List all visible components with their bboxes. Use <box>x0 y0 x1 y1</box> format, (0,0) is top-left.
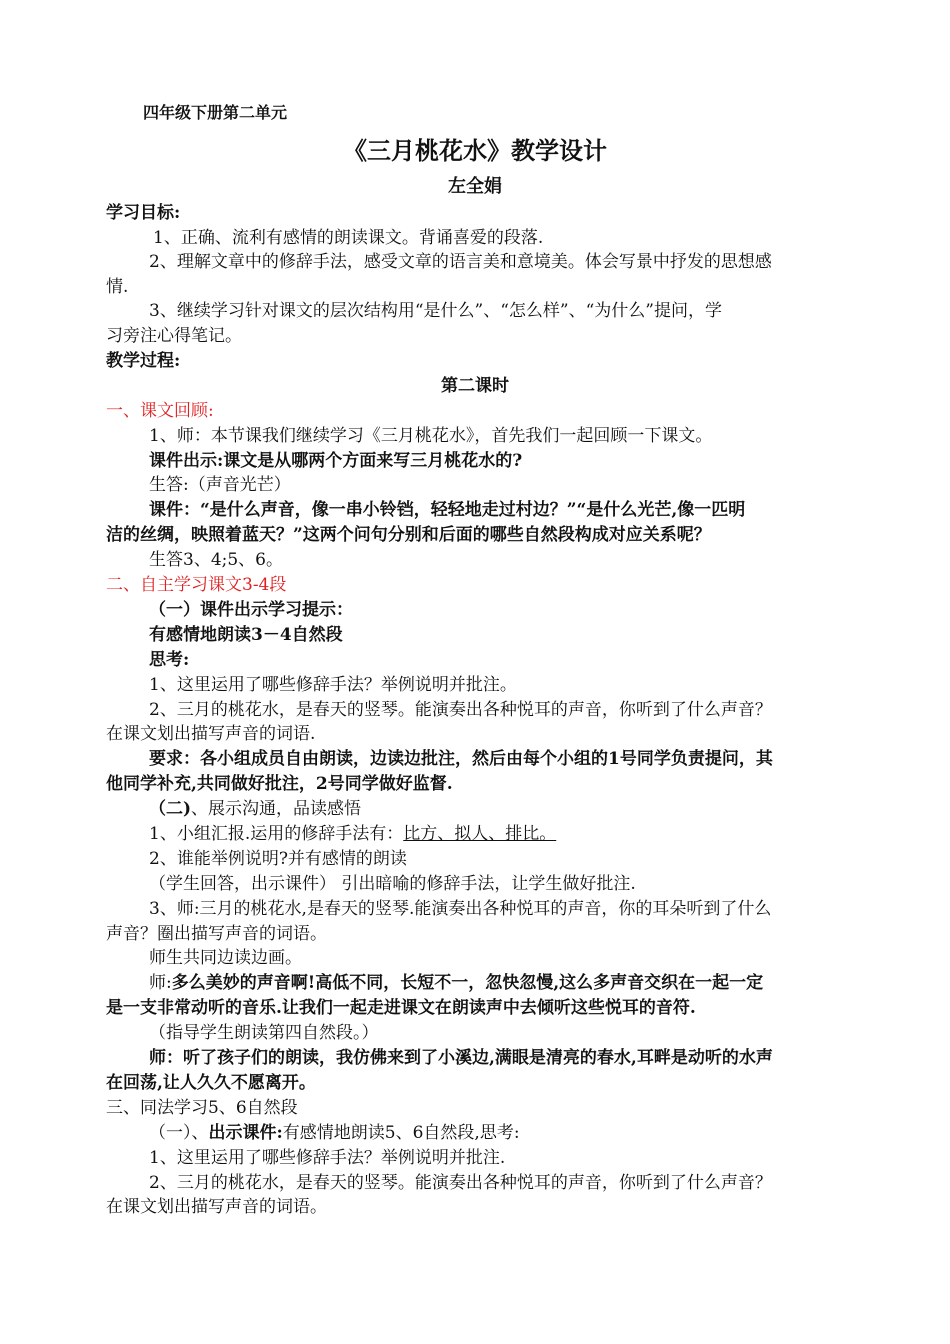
author-name: 左全娟 <box>448 176 502 197</box>
objective-3-line-1: 3、继续学习针对课文的层次结构用“是什么”、“怎么样”、“为什么”提问，学 <box>149 301 722 321</box>
section-1-line: 生答:（声音光芒） <box>149 475 291 495</box>
section-1-line: 课件：“是什么声音，像一串小铃铛，轻轻地走过村边？”“是什么光芒,像一匹明 <box>149 500 746 520</box>
section-2-line: （一）课件出示学习提示： <box>149 600 353 620</box>
section-2-subheading <box>149 797 361 821</box>
subheading-label: （二) <box>149 799 192 819</box>
section-3-heading: 三、同法学习5、6自然段 <box>106 1098 298 1118</box>
section-2-line <box>149 822 556 846</box>
objective-3-line-2: 习旁注心得笔记。 <box>106 326 242 346</box>
objectives-heading: 学习目标: <box>106 203 181 223</box>
section-1-line: 生答3、4;5、6。 <box>149 550 283 570</box>
lesson-label: 第二课时 <box>441 376 509 396</box>
section-1-line: 1、师：本节课我们继续学习《三月桃花水》，首先我们一起回顾一下课文。 <box>149 426 713 446</box>
section-2-heading: 二、自主学习课文3-4段 <box>106 575 287 595</box>
section-1-heading: 一、课文回顾: <box>106 401 214 421</box>
subheading-text: 、展示沟通，品读感悟 <box>191 799 362 819</box>
section-2-line: 1、这里运用了哪些修辞手法？举例说明并批注。 <box>149 675 517 695</box>
objective-1: 1、正确、流利有感情的朗读课文。背诵喜爱的段落. <box>153 228 544 248</box>
document-title: 《三月桃花水》教学设计 <box>343 136 607 165</box>
unit-label: 四年级下册第二单元 <box>143 103 288 122</box>
report-text: 1、小组汇报.运用的修辞手法有： <box>149 824 404 844</box>
section-2-line: （指导学生朗读第四自然段。） <box>149 1023 379 1043</box>
section-2-line: 2、三月的桃花水，是春天的竖琴。能演奏出各种悦耳的声音，你听到了什么声音？ <box>149 700 772 720</box>
section-2-line: 在课文划出描写声音的词语. <box>106 724 316 744</box>
section-2-line: （学生回答，出示课件） 引出暗喻的修辞手法，让学生做好批注. <box>149 874 636 894</box>
section-3-line: 2、三月的桃花水，是春天的竖琴。能演奏出各种悦耳的声音，你听到了什么声音？ <box>149 1173 772 1193</box>
section-3-line: 1、这里运用了哪些修辞手法？举例说明并批注. <box>149 1148 506 1168</box>
objective-2-line-1: 2、理解文章中的修辞手法，感受文章的语言美和意境美。体会写景中抒发的思想感 <box>149 252 772 272</box>
section-2-line: 师生共同边读边画。 <box>149 948 302 968</box>
section-2-line: 声音？圈出描写声音的词语。 <box>106 924 327 944</box>
teacher-speech: 多么美妙的声音啊!高低不同，长短不一，忽快忽慢,这么多声音交织在一起一定 <box>171 973 764 993</box>
section-2-line: 他同学补充,共同做好批注，2号同学做好监督. <box>106 774 453 794</box>
instruction-text: 有感情地朗读5、6自然段,思考: <box>282 1123 520 1143</box>
section-2-line: 有感情地朗读3－4自然段 <box>149 625 343 645</box>
section-2-line: 在回荡,让人久久不愿离开。 <box>106 1073 316 1093</box>
section-3-line: 在课文划出描写声音的词语。 <box>106 1197 327 1217</box>
section-2-line: 思考: <box>149 650 190 670</box>
section-2-line: 是一支非常动听的音乐.让我们一起走进课文在朗读声中去倾听这些悦耳的音符. <box>106 998 696 1018</box>
section-2-line <box>149 971 763 995</box>
process-heading: 教学过程: <box>106 351 181 371</box>
section-3-line <box>149 1121 520 1145</box>
teacher-prefix: 师: <box>149 973 172 993</box>
objective-2-line-2: 情. <box>106 277 129 297</box>
courseware-label: 出示课件: <box>208 1123 283 1143</box>
subheading-label: （一）、 <box>149 1123 209 1143</box>
section-2-line: 师：听了孩子们的朗读，我仿佛来到了小溪边,满眼是清亮的春水,耳畔是动听的水声 <box>149 1048 773 1068</box>
section-1-line: 课件出示:课文是从哪两个方面来写三月桃花水的? <box>149 451 523 471</box>
section-2-line: 要求：各小组成员自由朗读，边读边批注，然后由每个小组的1号同学负责提问，其 <box>149 749 773 769</box>
rhetoric-list-underlined: 比方、拟人、排比。 <box>403 824 557 844</box>
section-2-line: 3、师:三月的桃花水,是春天的竖琴.能演奏出各种悦耳的声音，你的耳朵听到了什么 <box>149 899 772 919</box>
section-2-line: 2、谁能举例说明?并有感情的朗读 <box>149 849 407 869</box>
section-1-line: 洁的丝绸，映照着蓝天？”这两个问句分别和后面的哪些自然段构成对应关系呢？ <box>106 525 711 545</box>
